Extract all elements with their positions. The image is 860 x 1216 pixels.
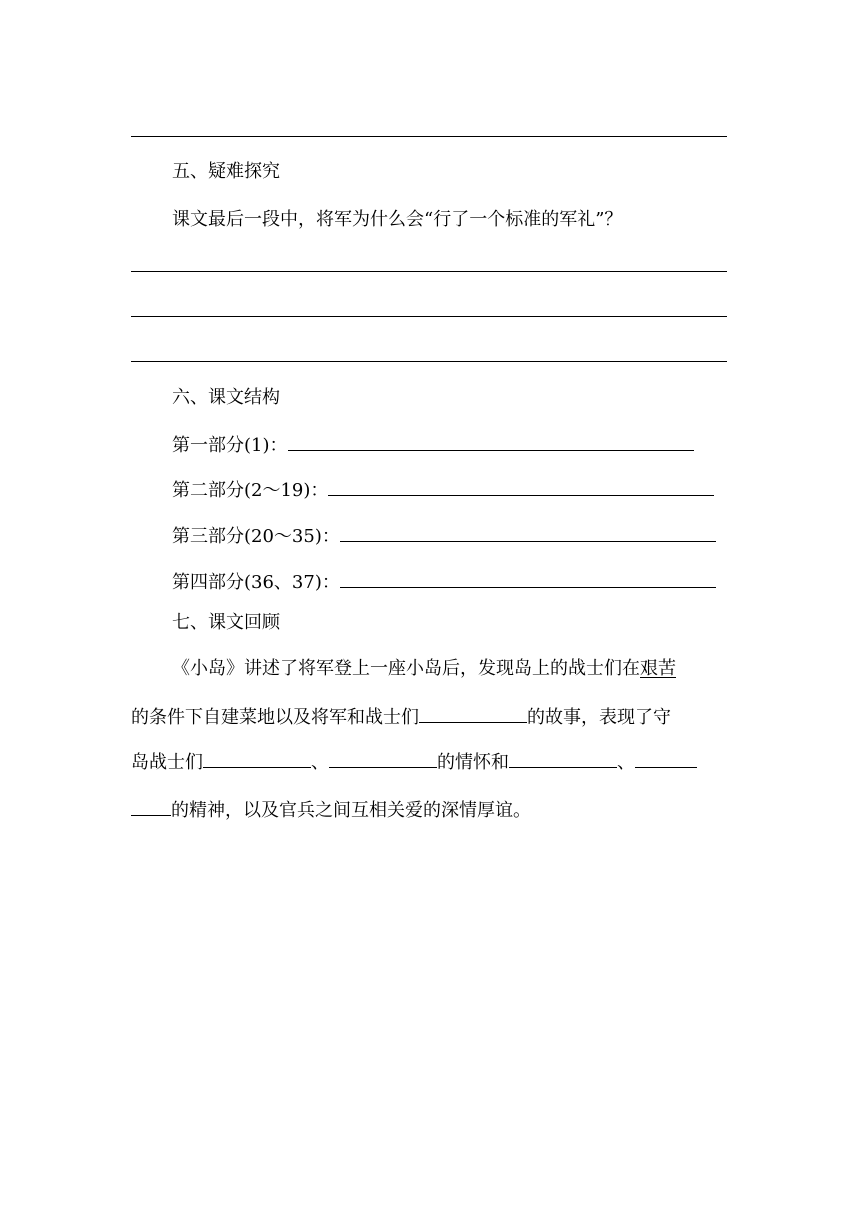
section6-heading: 六、课文结构 [172, 387, 280, 408]
fill-blank-3[interactable] [329, 745, 437, 768]
part-label-4: 第四部分(36、37)： [172, 572, 340, 593]
review-line-3 [131, 745, 697, 773]
review-text-3b: 的情怀和 [437, 752, 509, 773]
review-underlined-word: 艰苦 [640, 658, 676, 679]
section5-question: 课文最后一段中，将军为什么会“行了一个标准的军礼”？ [172, 209, 623, 230]
section5-heading: 五、疑难探究 [172, 161, 280, 182]
section7-heading: 七、课文回顾 [172, 612, 280, 633]
review-sep-1: 、 [311, 752, 329, 773]
fill-blank-5-start[interactable] [635, 745, 697, 768]
fill-blank-1[interactable] [419, 700, 527, 723]
review-text-4a: 的精神，以及官兵之间互相关爱的深情厚谊。 [171, 800, 531, 821]
part-row-1 [172, 428, 694, 456]
part-answer-blank-1[interactable] [288, 428, 694, 451]
part-answer-blank-4[interactable] [340, 565, 716, 588]
part-row-3 [172, 519, 716, 547]
review-text-3a: 岛战士们 [131, 752, 203, 773]
part-label-1: 第一部分(1)： [172, 435, 288, 456]
answer-line-1[interactable] [131, 271, 727, 272]
fill-blank-4[interactable] [509, 745, 617, 768]
part-row-4 [172, 565, 716, 593]
part-answer-blank-2[interactable] [328, 473, 714, 496]
fill-blank-5-end[interactable] [131, 793, 171, 816]
answer-line-2[interactable] [131, 316, 727, 317]
answer-line-top[interactable] [131, 136, 727, 137]
fill-blank-2[interactable] [203, 745, 311, 768]
part-answer-blank-3[interactable] [340, 519, 716, 542]
answer-line-3[interactable] [131, 361, 727, 362]
review-text-2a: 的条件下自建菜地以及将军和战士们 [131, 707, 419, 728]
review-line-4 [131, 793, 531, 821]
part-label-3: 第三部分(20～35)： [172, 526, 340, 547]
part-label-2: 第二部分(2～19)： [172, 480, 329, 501]
review-text-2b: 的故事，表现了守 [527, 707, 671, 728]
review-text-1a: 《小岛》讲述了将军登上一座小岛后，发现岛上的战士们在 [172, 658, 640, 679]
review-line-1 [172, 655, 676, 683]
part-row-2 [172, 473, 714, 501]
review-sep-2: 、 [617, 752, 635, 773]
review-line-2 [131, 700, 671, 728]
